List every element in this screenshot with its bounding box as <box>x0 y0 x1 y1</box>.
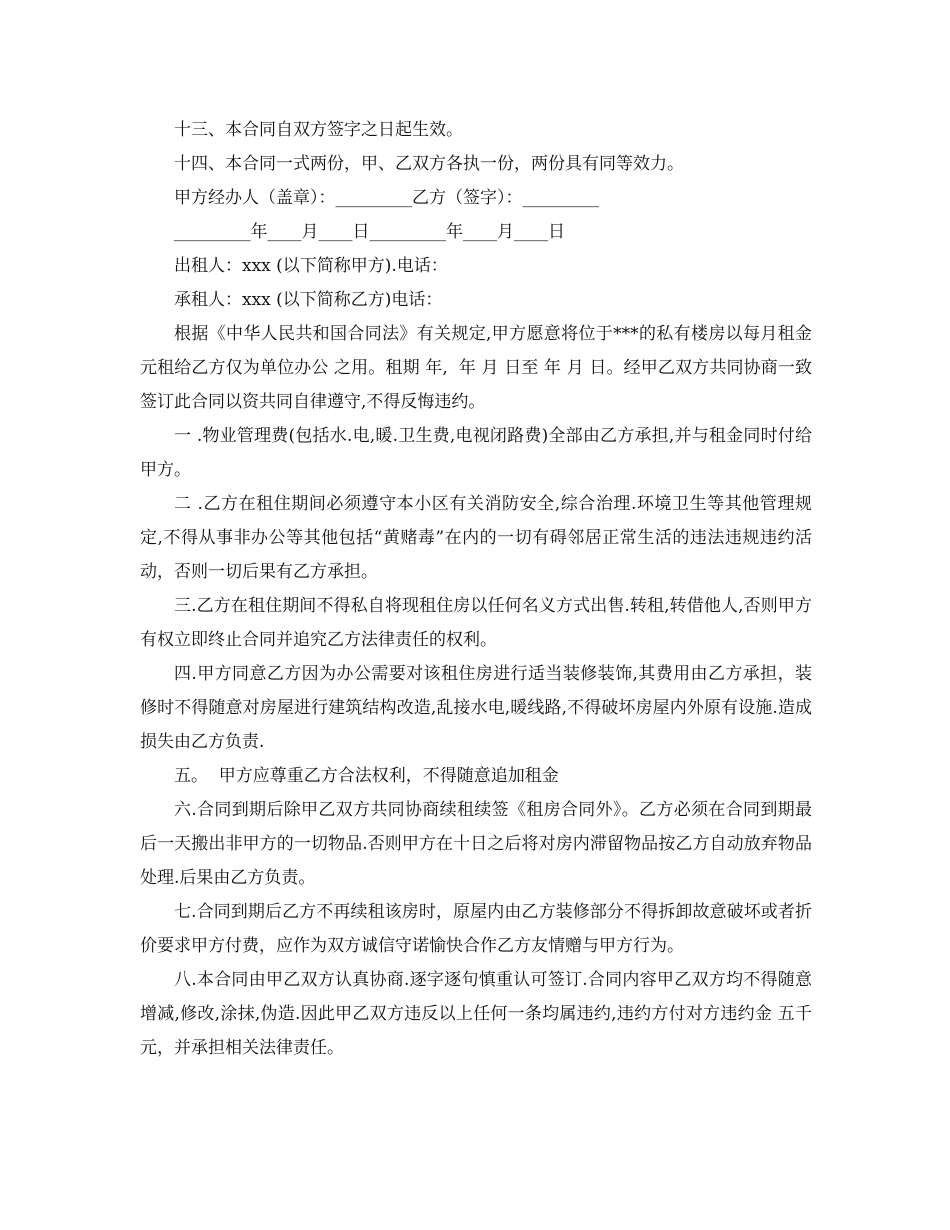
date-line: _________年____月____日_________年____月____日 <box>174 222 565 242</box>
clause-1: 一 .物业管理费(包括水.电,暖.卫生费,电视闭路费)全部由乙方承担,并与租金同时付给甲方。 <box>140 426 812 480</box>
clause-8: 八.本合同由甲乙双方认真协商.逐字逐句慎重认可签订.合同内容甲乙双方均不得随意增减,修改,涂抹,伪造.因此甲乙双方违反以上任何一条均属违约,违约方付对方违约金 五千元，并承担相关法律责任。 <box>140 970 812 1058</box>
document-body <box>140 113 823 1065</box>
clause-3: 三.乙方在租住期间不得私自将现租住房以任何名义方式出售.转租,转借他人,否则甲方有权立即终止合同并追究乙方法律责任的权利。 <box>140 596 812 650</box>
clause-14: 十四、本合同一式两份，甲、乙双方各执一份，两份具有同等效力。 <box>174 154 684 174</box>
clause-6: 六.合同到期后除甲乙双方共同协商续租续签《租房合同外》。乙方必须在合同到期最后一天搬出非甲方的一切物品.否则甲方在十日之后将对房内滞留物品按乙方自动放弃物品处理.后果由乙方负责。 <box>140 800 812 888</box>
lessee-line: 承租人：xxx (以下简称乙方)电话： <box>174 290 443 310</box>
clause-5: 五。 甲方应尊重乙方合法权利，不得随意追加租金 <box>174 766 559 786</box>
signature-line: 甲方经办人（盖章）：_________乙方（签字）：_________ <box>174 188 599 208</box>
clause-13: 十三、本合同自双方签字之日起生效。 <box>174 120 463 140</box>
lessor-line: 出租人：xxx (以下简称甲方).电话： <box>174 256 448 276</box>
clause-2: 二 .乙方在租住期间必须遵守本小区有关消防安全,综合治理.环境卫生等其他管理规定,不得从事非办公等其他包括“黄赌毒”在内的一切有碍邻居正常生活的违法违规违约活动，否则一切后果有乙方承担。 <box>140 494 812 582</box>
clause-7: 七.合同到期后乙方不再续租该房时，原屋内由乙方装修部分不得拆卸故意破坏或者折价要求甲方付费，应作为双方诚信守诺愉快合作乙方友情赠与甲方行为。 <box>140 902 812 956</box>
clause-4: 四.甲方同意乙方因为办公需要对该租住房进行适当装修装饰,其费用由乙方承担，装修时不得随意对房屋进行建筑结构改造,乱接水电,暖线路,不得破坏房屋内外原有设施.造成损失由乙方负责. <box>140 664 812 752</box>
preamble-paragraph: 根据《中华人民共和国合同法》有关规定,甲方愿意将位于***的私有楼房以每月租金 元租给乙方仅为单位办公 之用。租期 年, 年 月 日至 年 月 日。经甲乙双方共同协商一致签订此合同以资共同自律遵守,不得反悔违约。 <box>140 324 823 412</box>
